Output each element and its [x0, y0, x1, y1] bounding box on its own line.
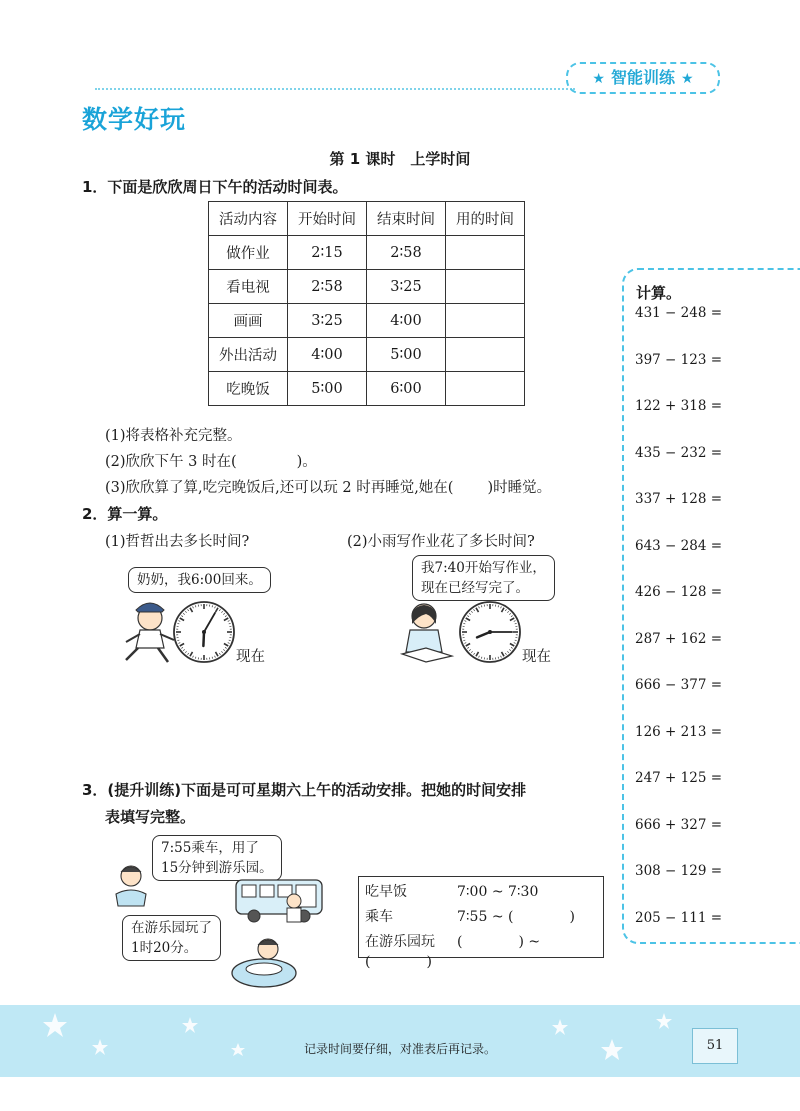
table-header-cell: 用的时间 — [446, 202, 525, 236]
schedule-value[interactable]: ( ) ~ ( ) — [365, 934, 541, 970]
bubble-line: 1时20分。 — [131, 940, 198, 956]
calculation-item: 205 − 111 = — [635, 909, 723, 926]
table-cell: 做作业 — [209, 236, 288, 270]
table-row — [209, 270, 525, 304]
schedule-label: 吃早饭 — [365, 884, 407, 900]
answer-cell[interactable] — [446, 236, 525, 270]
child-at-bus-illustration — [282, 892, 306, 926]
q2-title: 2．算一算。 — [82, 505, 168, 523]
table-header-cell: 活动内容 — [209, 202, 288, 236]
table-cell: 看电视 — [209, 270, 288, 304]
lesson-title: 第 1 课时 上学时间 — [329, 150, 471, 168]
table-cell: 5∶00 — [367, 338, 446, 372]
table-cell: 4∶00 — [367, 304, 446, 338]
calculation-item: 435 − 232 = — [635, 444, 723, 461]
girl-reading-illustration — [396, 598, 460, 664]
answer-cell[interactable] — [446, 372, 525, 406]
section-title: 数学好玩 — [82, 105, 187, 134]
table-cell: 2∶58 — [367, 236, 446, 270]
q2-sub1: (1)哲哲出去多长时间? — [105, 534, 250, 550]
speech-bubble-xiaoyu — [412, 555, 555, 601]
q1-sub2-text: (2)欣欣下午 3 时在( — [105, 454, 237, 470]
q1-sub1: (1)将表格补充完整。 — [105, 428, 242, 444]
calculation-item: 122 + 318 = — [635, 398, 723, 414]
q1-sub2-end: )。 — [296, 454, 317, 470]
bubble-line: 现在已经写完了。 — [421, 580, 529, 596]
running-boy-illustration — [118, 596, 180, 666]
calculation-item: 426 − 128 = — [635, 584, 723, 600]
calculation-item: 666 − 377 = — [635, 677, 723, 693]
bumper-car-illustration — [228, 935, 298, 989]
table-cell: 吃晚饭 — [209, 372, 288, 406]
table-header-cell: 开始时间 — [288, 202, 367, 236]
bubble-line: 7:55乘车，用了 — [161, 840, 259, 856]
q1-sub3-end: )时睡觉。 — [487, 480, 552, 496]
schedule-value[interactable]: 7∶55 ~ ( ) — [457, 909, 575, 925]
speech-bubble-park — [122, 915, 221, 961]
calculation-item: 126 + 213 = — [635, 723, 723, 740]
table-header-cell: 结束时间 — [367, 202, 446, 236]
star-icon: ★ — [592, 71, 605, 87]
bubble-line: 在游乐园玩了 — [131, 920, 212, 936]
table-row — [209, 304, 525, 338]
q1-sub3 — [105, 476, 551, 497]
now-label-1: 现在 — [236, 649, 265, 665]
hour-hand — [203, 632, 204, 646]
calculation-item: 247 + 125 = — [635, 770, 723, 786]
table-cell: 2∶15 — [288, 236, 367, 270]
table-cell: 3∶25 — [367, 270, 446, 304]
table-cell: 4∶00 — [288, 338, 367, 372]
q1-sub2 — [105, 450, 317, 471]
calculation-item: 397 − 123 = — [635, 351, 723, 368]
table-row — [209, 338, 525, 372]
table-cell: 5∶00 — [288, 372, 367, 406]
schedule-table — [358, 876, 604, 970]
calculation-item: 308 − 129 = — [635, 863, 723, 879]
q1-title: 1．下面是欣欣周日下午的活动时间表。 — [82, 178, 348, 196]
bubble-line: 15分钟到游乐园。 — [161, 860, 273, 876]
answer-cell[interactable] — [446, 338, 525, 372]
table-cell: 6∶00 — [367, 372, 446, 406]
clock-1 — [172, 600, 236, 664]
schedule-value: 7∶00 ~ 7∶30 — [457, 884, 539, 900]
schedule-row — [365, 931, 603, 971]
badge-label: 智能训练 — [610, 68, 675, 87]
calculation-item: 287 + 162 = — [635, 630, 723, 647]
schedule-label: 乘车 — [365, 909, 393, 925]
speech-bubble-grandma: 奶奶，我6:00回来。 — [128, 567, 271, 593]
header-dotted-line — [95, 88, 575, 90]
table-cell: 2∶58 — [288, 270, 367, 304]
calculation-item: 337 + 128 = — [635, 491, 723, 507]
table-row — [209, 372, 525, 406]
bubble-line: 我7:40开始写作业， — [421, 560, 546, 576]
q3-title-line1: 3．(提升训练)下面是可可星期六上午的活动安排。把她的时间安排 — [82, 781, 527, 799]
star-icon: ★ — [681, 71, 694, 87]
table-cell: 画画 — [209, 304, 288, 338]
table-header-row — [209, 202, 525, 236]
q2-sub2: (2)小雨写作业花了多长时间? — [347, 534, 535, 550]
training-badge — [566, 62, 720, 94]
footer-tip: 记录时间要仔细，对准表后再记录。 — [303, 1042, 496, 1056]
activity-table — [208, 201, 525, 406]
page-number: 51 — [692, 1028, 738, 1064]
table-row — [209, 236, 525, 270]
speech-bubble-bus — [152, 835, 282, 881]
schedule-label: 在游乐园玩 — [365, 934, 435, 950]
table-cell: 3∶25 — [288, 304, 367, 338]
answer-cell[interactable] — [446, 304, 525, 338]
q3-title-line2: 表填写完整。 — [105, 808, 196, 826]
girl-waving-illustration — [108, 860, 154, 912]
calculation-panel — [622, 268, 800, 944]
clock-2 — [458, 600, 522, 664]
calculation-item: 431 − 248 = — [635, 305, 723, 321]
now-label-2: 现在 — [522, 649, 551, 665]
q1-sub3-text: (3)欣欣算了算,吃完晚饭后,还可以玩 2 时再睡觉,她在( — [105, 480, 454, 496]
bus-illustration — [234, 876, 326, 924]
calculation-title: 计算。 — [636, 284, 682, 302]
schedule-row — [365, 906, 575, 926]
table-cell: 外出活动 — [209, 338, 288, 372]
calculation-item: 643 − 284 = — [635, 537, 723, 554]
schedule-row — [365, 881, 538, 901]
answer-cell[interactable] — [446, 270, 525, 304]
calculation-item: 666 + 327 = — [635, 816, 723, 833]
